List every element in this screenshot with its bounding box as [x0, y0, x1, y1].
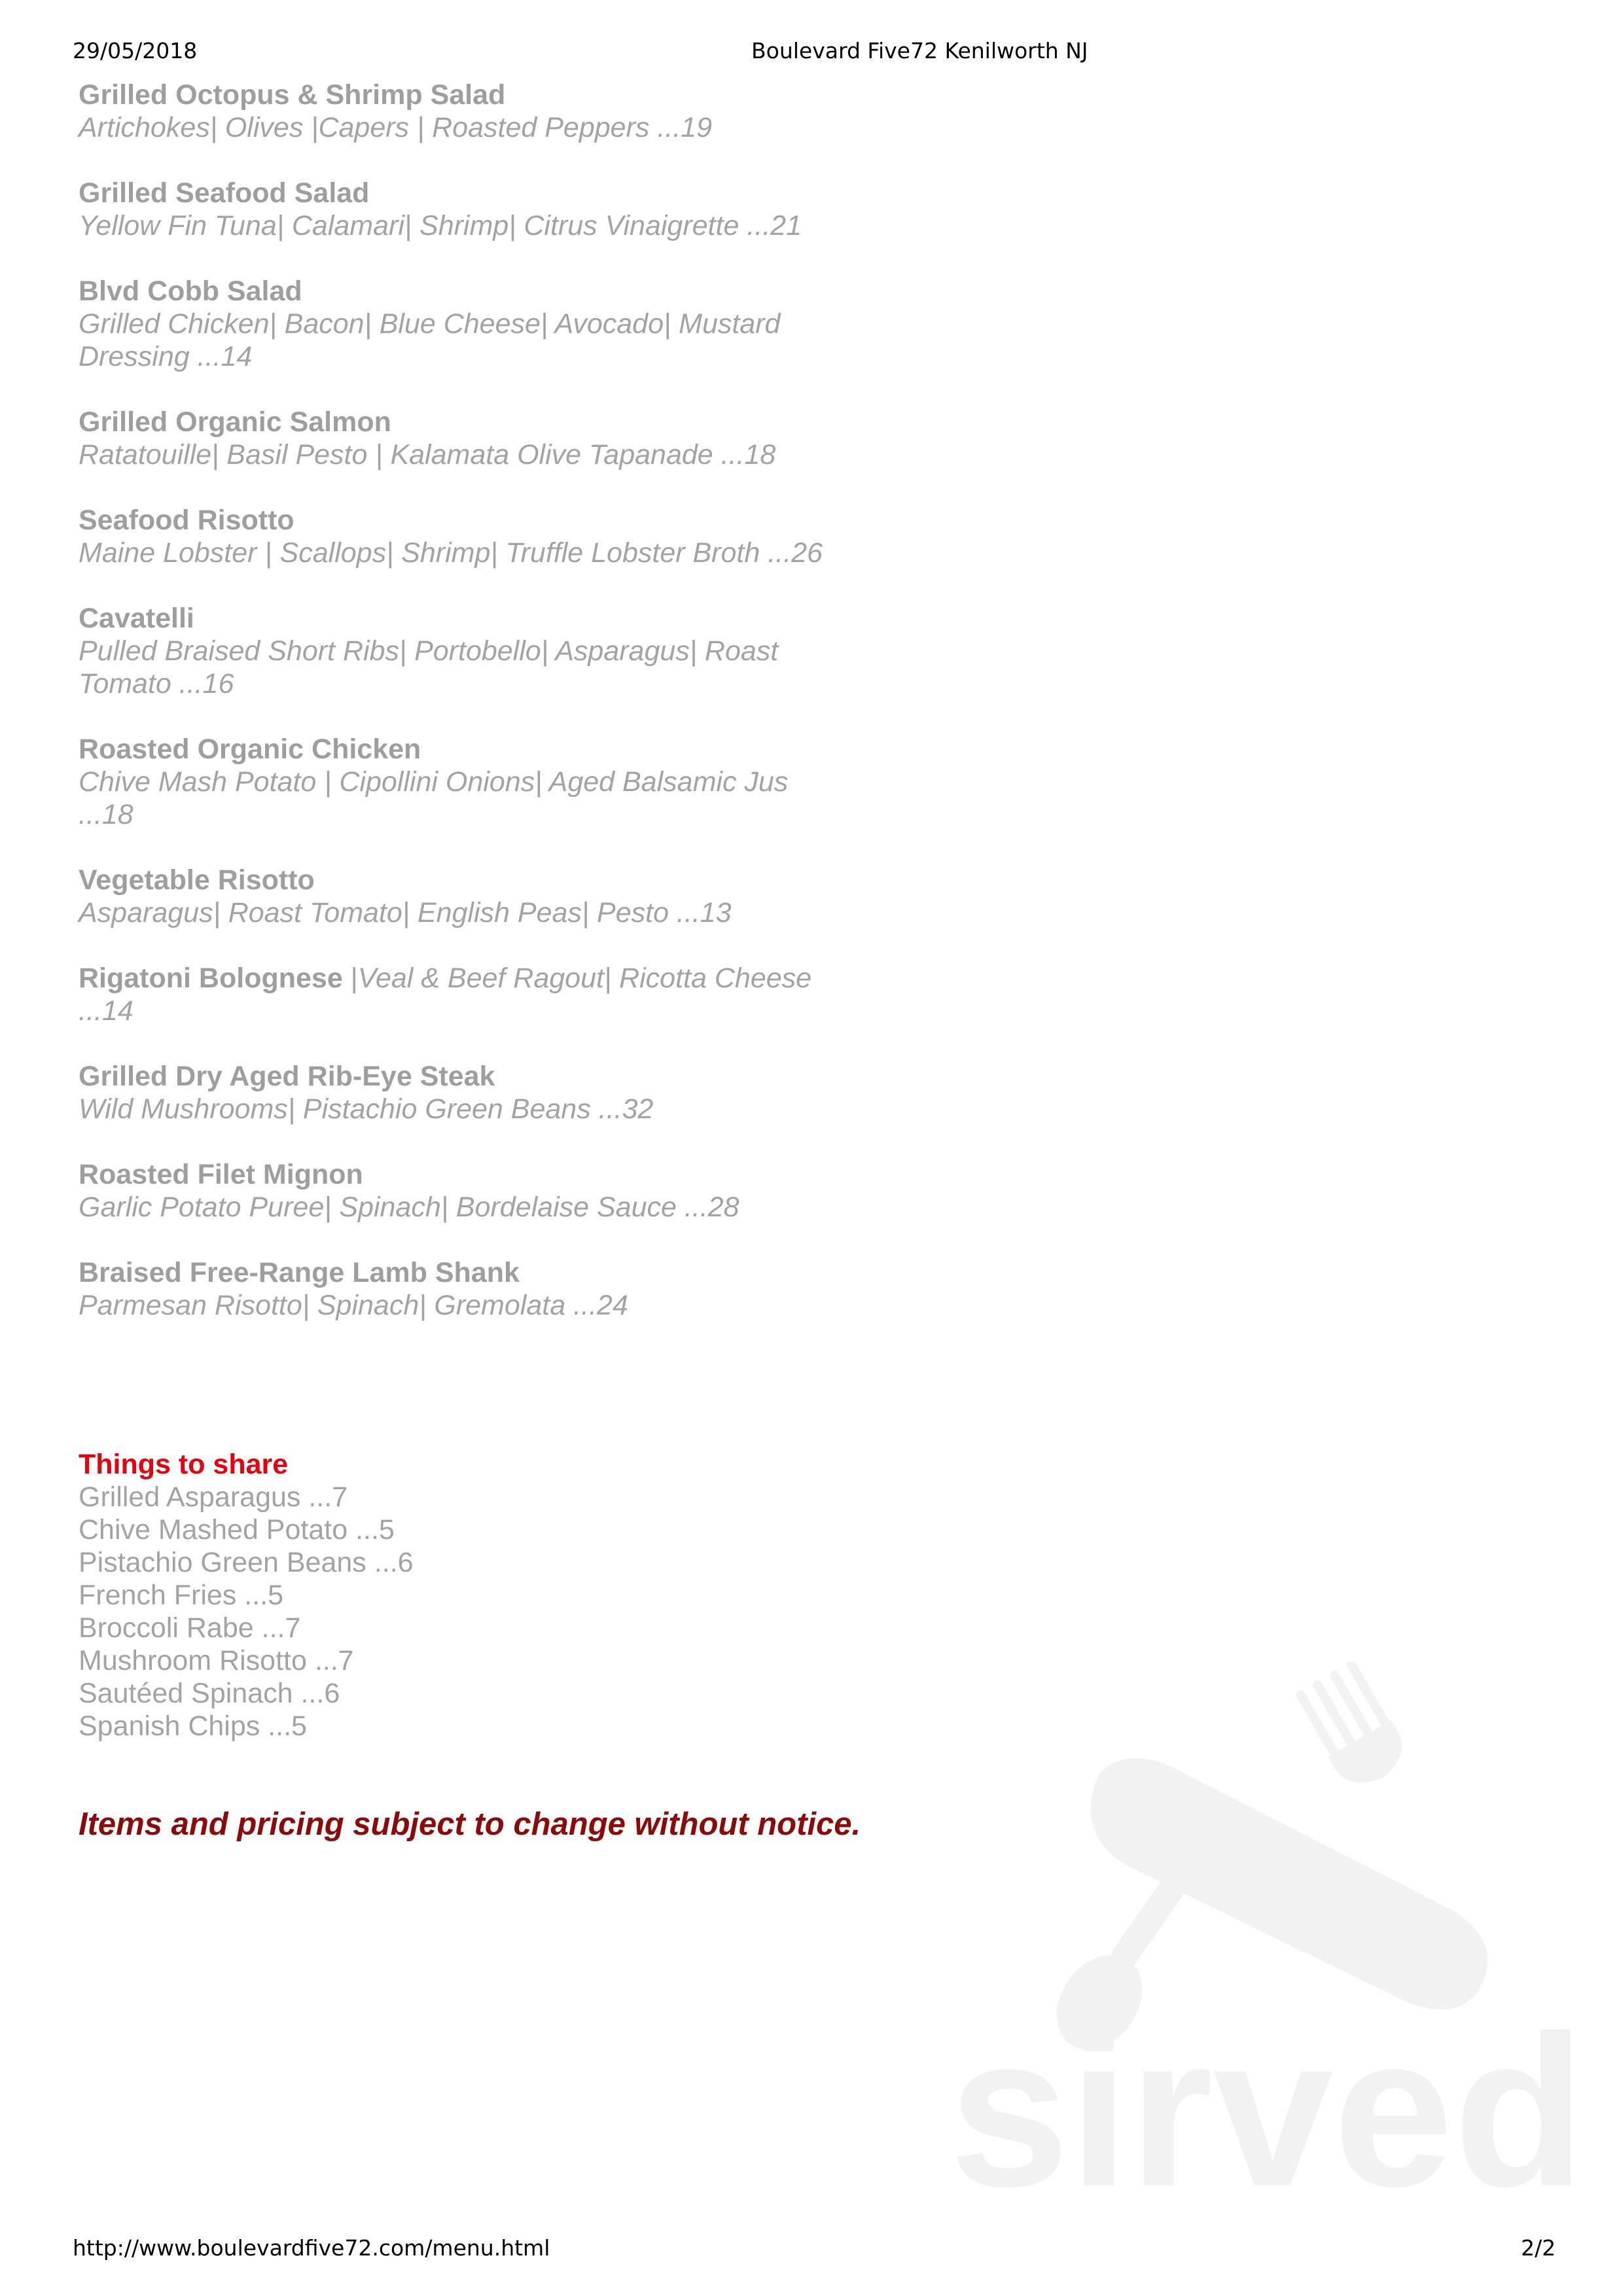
menu-item-description: Veal & Beef Ragout| Ricotta Cheese ...14 [79, 963, 812, 1027]
page-title: Boulevard Five72 Kenilworth NJ [751, 38, 1088, 63]
share-section-title: Things to share [79, 1449, 289, 1480]
share-item: Mushroom Risotto ...7 [79, 1645, 354, 1676]
menu-item [79, 864, 831, 929]
share-item: Sautéed Spinach ...6 [79, 1678, 340, 1709]
menu-item [79, 504, 831, 569]
menu-item [79, 275, 831, 373]
menu-item-description: Artichokes| Olives |Capers | Roasted Peppers ...19 [79, 112, 713, 143]
fork-icon [1292, 1662, 1414, 1796]
print-date: 29/05/2018 [73, 38, 198, 63]
menu-item-description: Asparagus| Roast Tomato| English Peas| Pesto ...13 [79, 897, 732, 928]
menu-item-name: Cavatelli [79, 603, 194, 634]
menu-item-description: Ratatouille| Basil Pesto | Kalamata Olive Tapanade ...18 [79, 439, 776, 470]
menu-item-description: Parmesan Risotto| Spinach| Gremolata ...24 [79, 1290, 628, 1321]
menu-item-description: Grilled Chicken| Bacon| Blue Cheese| Avocado| Mustard Dressing ...14 [79, 308, 781, 372]
menu-item [79, 79, 831, 144]
watermark-text: sirved [949, 1990, 1586, 2218]
share-section [79, 1448, 733, 1742]
menu-item [79, 1256, 831, 1322]
knife-shape [1091, 1758, 1488, 2009]
menu-item [79, 177, 831, 242]
menu-item-name: Rigatoni Bolognese [79, 963, 343, 994]
menu-item-name: Grilled Organic Salmon [79, 406, 391, 438]
menu-item-name: Grilled Seafood Salad [79, 177, 370, 209]
menu-item-description: Garlic Potato Puree| Spinach| Bordelaise Sauce ...28 [79, 1192, 740, 1223]
share-item: Pistachio Green Beans ...6 [79, 1547, 414, 1578]
menu-item [79, 962, 831, 1027]
share-item: Spanish Chips ...5 [79, 1710, 307, 1742]
menu-item-description: Maine Lobster | Scallops| Shrimp| Truffle Lobster Broth ...26 [79, 537, 823, 569]
menu-item [79, 1158, 831, 1224]
menu-item [79, 406, 831, 471]
menu-item-description: Pulled Braised Short Ribs| Portobello| Asparagus| Roast Tomato ...16 [79, 635, 779, 699]
menu-item-name: Roasted Organic Chicken [79, 733, 421, 765]
menu-item-name: Grilled Octopus & Shrimp Salad [79, 79, 506, 111]
menu-item-name: Vegetable Risotto [79, 864, 315, 896]
share-item: Grilled Asparagus ...7 [79, 1481, 348, 1513]
page-number: 2/2 [1521, 2235, 1556, 2261]
pricing-notice: Items and pricing subject to change without notice. [79, 1807, 861, 1842]
menu-item-name: Roasted Filet Mignon [79, 1159, 363, 1190]
menu-item [79, 602, 831, 700]
share-item: French Fries ...5 [79, 1580, 284, 1611]
menu-item-description: Chive Mash Potato | Cipollini Onions| Aged Balsamic Jus ...18 [79, 766, 789, 830]
menu-item-name: Seafood Risotto [79, 504, 294, 536]
menu-item-description: Wild Mushrooms| Pistachio Green Beans ...32 [79, 1093, 654, 1125]
menu-item-separator: | [342, 963, 358, 994]
share-item: Chive Mashed Potato ...5 [79, 1514, 395, 1545]
menu-item-name: Braised Free-Range Lamb Shank [79, 1257, 520, 1288]
menu-item [79, 733, 831, 831]
share-item: Broccoli Rabe ...7 [79, 1612, 301, 1644]
sirved-watermark-logo [942, 1662, 1597, 2218]
page-url: http://www.boulevardfive72.com/menu.html [73, 2235, 550, 2261]
menu-item-description: Yellow Fin Tuna| Calamari| Shrimp| Citrus Vinaigrette ...21 [79, 210, 802, 241]
menu-item-name: Grilled Dry Aged Rib-Eye Steak [79, 1061, 495, 1092]
menu-list [79, 79, 831, 1354]
menu-item [79, 1060, 831, 1125]
menu-item-name: Blvd Cobb Salad [79, 275, 302, 307]
